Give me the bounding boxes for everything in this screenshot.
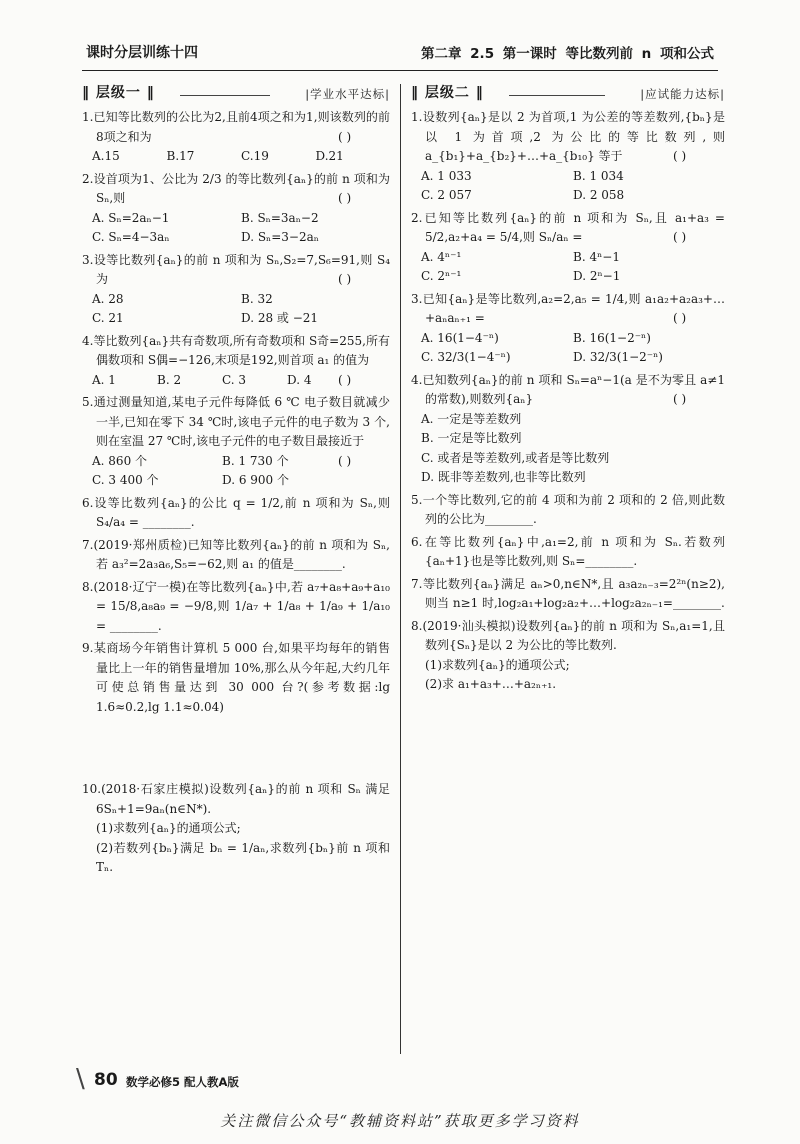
- option-a: A. 16(1−4⁻ⁿ): [421, 330, 499, 345]
- level1-heading: [82, 84, 390, 106]
- question-l10: [82, 780, 390, 878]
- page-number: 80: [94, 1070, 118, 1090]
- question-l6: [82, 494, 390, 533]
- option-a: A.15: [92, 149, 120, 163]
- level1-column: [82, 84, 390, 881]
- option-b: B. 2: [157, 372, 182, 387]
- question-text: 2.已知等比数列{aₙ}的前 n 项和为 Sₙ,且 a₁+a₃ = 5/2,a₂+a₄ = 5/4,则 Sₙ/aₙ =: [411, 210, 725, 244]
- option-a: A. 28: [92, 291, 124, 306]
- question-r8: [411, 617, 725, 695]
- question-text: 6.设等比数列{aₙ}的公比 q = 1/2,前 n 项和为 Sₙ,则 S₄/a₄ = ________.: [82, 495, 390, 529]
- question-r4: [411, 371, 725, 488]
- question-text: 8.(2018·辽宁一模)在等比数列{aₙ}中,若 a₇+a₈+a₉+a₁₀ = 15/8,a₈a₉ = −9/8,则 1/a₇ + 1/a₈ + 1/a₉ + 1/a₁₀ = ________.: [82, 579, 390, 633]
- question-r7: [411, 575, 725, 614]
- question-text: 10.(2018·石家庄模拟)设数列{aₙ}的前 n 项和 Sₙ 满足 6Sₙ+1=9aₙ(n∈N*).: [82, 782, 390, 816]
- answer-paren: ( ): [673, 392, 687, 406]
- answer-paren: ( ): [673, 311, 687, 325]
- option-b: B. 32: [241, 291, 273, 306]
- option-d: D. 4: [287, 372, 312, 387]
- question-text: 6.在等比数列{aₙ}中,a₁=2,前 n 项和为 Sₙ.若数列{aₙ+1}也是等比数列,则 Sₙ=________.: [411, 534, 725, 568]
- question-l5: [82, 393, 390, 491]
- question-text: 7.等比数列{aₙ}满足 aₙ>0,n∈N*,且 a₃a₂ₙ₋₃=2²ⁿ(n≥2),则当 n≥1 时,log₂a₁+log₂a₂+…+log₂a₂ₙ₋₁=________.: [411, 576, 725, 610]
- answer-space: [82, 720, 390, 780]
- option-a: A. 一定是等差数列: [421, 411, 522, 426]
- level2-title: ‖ 层级二 ‖: [411, 85, 484, 101]
- option-c: C. 3 400 个: [92, 473, 159, 487]
- option-b: B.17: [166, 149, 195, 163]
- question-r5: [411, 491, 725, 530]
- question-text: 3.设等比数列{aₙ}的前 n 项和为 Sₙ,S₂=7,S₆=91,则 S₄ 为: [82, 252, 390, 286]
- level1-rule: [180, 95, 270, 96]
- question-r1: [411, 108, 725, 206]
- level2-heading: [411, 84, 725, 106]
- option-c: C. 3: [222, 372, 247, 387]
- sub-question-2: (2)求 a₁+a₃+…+a₂ₙ₊₁.: [425, 677, 557, 691]
- sub-question-1: (1)求数列{aₙ}的通项公式;: [96, 821, 241, 835]
- level2-column: [411, 84, 725, 698]
- option-b: B. Sₙ=3aₙ−2: [241, 210, 319, 225]
- question-text: 4.等比数列{aₙ}共有奇数项,所有奇数项和 S奇=255,所有偶数项和 S偶=−126,末项是192,则首项 a₁ 的值为: [82, 333, 390, 367]
- level1-subtitle: |学业水平达标|: [305, 87, 390, 101]
- option-d: D. Sₙ=3−2aₙ: [241, 230, 319, 244]
- option-a: A. 4ⁿ⁻¹: [421, 249, 462, 264]
- question-l4: [82, 332, 390, 391]
- question-text: 5.通过测量知道,某电子元件每降低 6 ℃ 电子数目就减少一半,已知在零下 34 ℃时,该电子元件的电子数为 3 个,则在室温 27 ℃时,该电子元件的电子数目最接近于: [82, 395, 390, 448]
- option-c: C. Sₙ=4−3aₙ: [92, 230, 170, 244]
- promo-banner: 关注微信公众号“教辅资料站”获取更多学习资料: [220, 1112, 580, 1130]
- question-l7: [82, 536, 390, 575]
- option-a: A. 1: [92, 372, 116, 387]
- answer-paren: ( ): [338, 453, 352, 468]
- option-a: A. 1 033: [421, 168, 472, 183]
- question-text: 8.(2019·汕头模拟)设数列{aₙ}的前 n 项和为 Sₙ,a₁=1,且数列{Sₙ}是以 2 为公比的等比数列.: [411, 618, 725, 652]
- lesson-title: 课时分层训练十四: [86, 45, 198, 61]
- answer-paren: ( ): [338, 191, 352, 205]
- option-a: A. 860 个: [92, 453, 148, 468]
- level2-subtitle: |应试能力达标|: [640, 87, 725, 101]
- option-b: B. 4ⁿ−1: [573, 249, 620, 264]
- question-l1: [82, 108, 390, 167]
- header-rule: [82, 70, 718, 71]
- option-b: B. 1 730 个: [222, 453, 289, 468]
- question-r3: [411, 290, 725, 368]
- option-d: D. 28 或 −21: [241, 311, 319, 325]
- question-r2: [411, 209, 725, 287]
- question-l3: [82, 251, 390, 329]
- question-l9: [82, 639, 390, 717]
- answer-paren: ( ): [338, 272, 352, 286]
- page-header: [86, 42, 714, 66]
- option-c: C. 21: [92, 311, 124, 325]
- question-r6: [411, 533, 725, 572]
- question-l8: [82, 578, 390, 637]
- question-text: 1.已知等比数列的公比为2,且前4项之和为1,则该数列的前8项之和为: [82, 110, 390, 144]
- option-c: C. 2 057: [421, 188, 472, 202]
- book-title: 数学必修5 配人教A版: [126, 1075, 239, 1089]
- question-text: 9.某商场今年销售计算机 5 000 台,如果平均每年的销售量比上一年的销售量增加 10%,那么从今年起,大约几年可使总销售量达到 30 000 台?(参考数据:lg 1.6≈0.2,lg 1.1≈0.04): [82, 641, 390, 714]
- option-d: D. 2ⁿ−1: [573, 269, 621, 283]
- option-b: B. 一定是等比数列: [421, 431, 522, 445]
- level2-rule: [509, 95, 605, 96]
- question-text: 5.一个等比数列,它的前 4 项和为前 2 项和的 2 倍,则此数列的公比为________.: [411, 492, 725, 526]
- option-d: D. 2 058: [573, 188, 625, 202]
- option-d: D. 6 900 个: [222, 473, 289, 487]
- question-text: 2.设首项为1、公比为 2/3 的等比数列{aₙ}的前 n 项和为 Sₙ,则: [82, 171, 390, 205]
- chapter-title: 第二章 2.5 第一课时 等比数列前 n 项和公式: [420, 46, 714, 62]
- footer-slash-icon: \: [76, 1064, 85, 1094]
- option-c: C. 或者是等差数列,或者是等比数列: [421, 450, 610, 465]
- option-d: D.21: [315, 149, 344, 163]
- option-c: C.19: [241, 149, 269, 163]
- option-b: B. 16(1−2⁻ⁿ): [573, 330, 651, 345]
- answer-paren: ( ): [338, 372, 352, 387]
- answer-paren: ( ): [673, 149, 687, 163]
- answer-paren: ( ): [673, 230, 687, 244]
- option-a: A. Sₙ=2aₙ−1: [92, 210, 170, 225]
- sub-question-1: (1)求数列{aₙ}的通项公式;: [425, 657, 570, 672]
- question-text: 4.已知数列{aₙ}的前 n 项和 Sₙ=aⁿ−1(a 是不为零且 a≠1 的常数),则数列{aₙ}: [411, 372, 725, 406]
- option-d: D. 32/3(1−2⁻ⁿ): [573, 350, 663, 364]
- question-text: 7.(2019·郑州质检)已知等比数列{aₙ}的前 n 项和为 Sₙ,若 a₃²=2a₃a₆,S₅=−62,则 a₁ 的值是________.: [82, 537, 390, 571]
- level1-title: ‖ 层级一 ‖: [82, 85, 155, 101]
- question-text: 3.已知{aₙ}是等比数列,a₂=2,a₅ = 1/4,则 a₁a₂+a₂a₃+…+aₙaₙ₊₁ =: [411, 291, 725, 325]
- option-d: D. 既非等差数列,也非等比数列: [421, 470, 586, 484]
- sub-question-2: (2)若数列{bₙ}满足 bₙ = 1/aₙ,求数列{bₙ}前 n 项和 Tₙ.: [96, 840, 390, 874]
- option-c: C. 32/3(1−4⁻ⁿ): [421, 350, 511, 364]
- question-l2: [82, 170, 390, 248]
- column-divider: [400, 84, 401, 1054]
- question-text: 1.设数列{aₙ}是以 2 为首项,1 为公差的等差数列,{bₙ}是以 1 为首项,2 为公比的等比数列,则 a_{b₁}+a_{b₂}+…+a_{b₁₀} 等于: [411, 110, 725, 163]
- option-b: B. 1 034: [573, 168, 624, 183]
- option-c: C. 2ⁿ⁻¹: [421, 269, 462, 283]
- answer-paren: ( ): [338, 129, 352, 144]
